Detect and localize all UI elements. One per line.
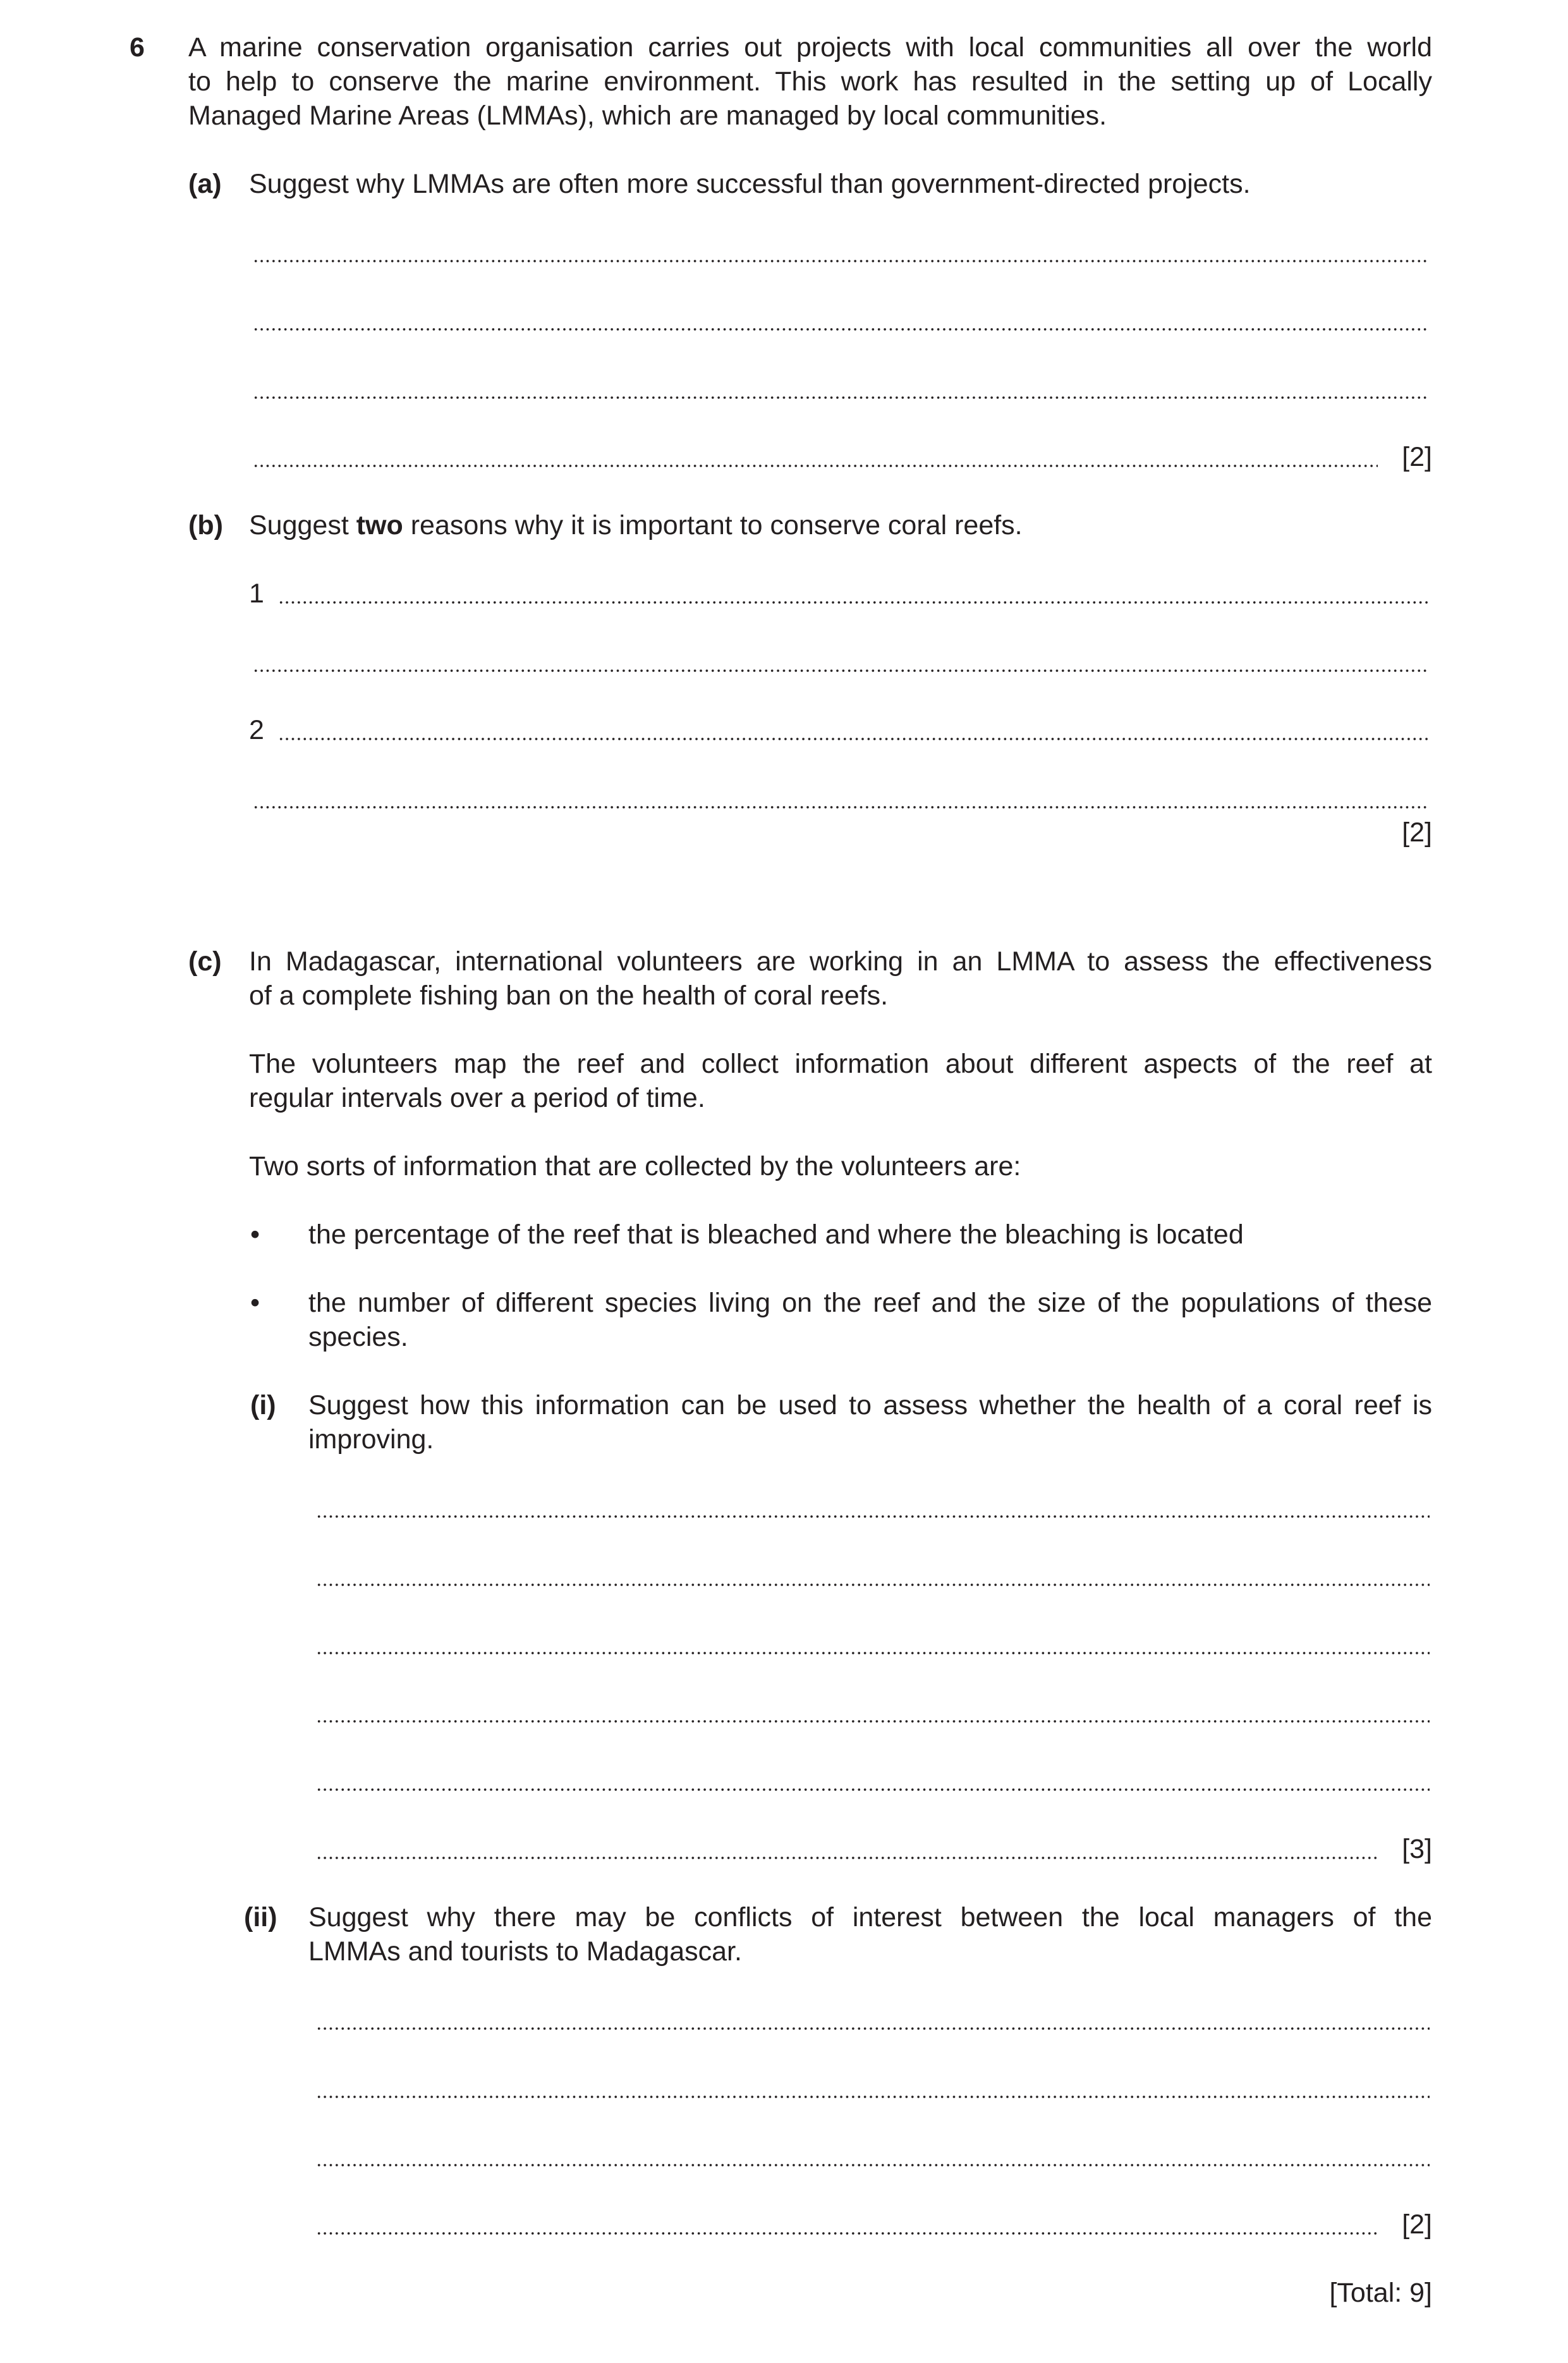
part-c-label: (c) xyxy=(188,946,222,977)
answer-line-ci-2[interactable] xyxy=(316,1583,1430,1587)
part-b-prompt: Suggest two reasons why it is important to conserve coral reefs. xyxy=(249,510,1023,540)
sub-ii-marks: [2] xyxy=(1402,2209,1432,2240)
answer-line-a-4[interactable] xyxy=(253,464,1378,468)
part-b-label: (b) xyxy=(188,510,223,540)
sub-i-line1: Suggest how this information can be used to assess whether the health of a coral reef is xyxy=(308,1390,1432,1420)
sub-ii-line1: Suggest why there may be conflicts of interest between the local managers of the xyxy=(308,1902,1432,1933)
answer-line-a-2[interactable] xyxy=(253,327,1430,331)
answer-line-ci-1[interactable] xyxy=(316,1515,1430,1518)
answer-line-ci-6[interactable] xyxy=(316,1856,1378,1860)
question-number: 6 xyxy=(130,32,145,63)
intro-line-1: A marine conservation organisation carries out projects with local communities all over the world xyxy=(188,32,1432,63)
sub-i-line2: improving. xyxy=(308,1424,434,1455)
answer-number-2: 2 xyxy=(249,715,264,745)
sub-ii-line2: LMMAs and tourists to Madagascar. xyxy=(308,1936,742,1967)
bullet-1-text: the percentage of the reef that is bleached and where the bleaching is located xyxy=(308,1219,1244,1250)
answer-line-b-2[interactable] xyxy=(253,669,1430,673)
bullet-1-symbol: • xyxy=(250,1219,260,1250)
part-a-marks: [2] xyxy=(1402,442,1432,472)
answer-line-b-4[interactable] xyxy=(253,805,1430,809)
sub-i-label: (i) xyxy=(250,1390,276,1420)
answer-line-a-1[interactable] xyxy=(253,259,1430,263)
total-marks: [Total: 9] xyxy=(1329,2278,1432,2308)
part-c-para1-line1: In Madagascar, international volunteers are working in an LMMA to assess the effectiveness xyxy=(249,946,1432,977)
answer-line-cii-1[interactable] xyxy=(316,2027,1430,2030)
part-b-marks: [2] xyxy=(1402,817,1432,848)
answer-number-1: 1 xyxy=(249,578,264,609)
answer-line-a-3[interactable] xyxy=(253,396,1430,400)
answer-line-cii-2[interactable] xyxy=(316,2095,1430,2099)
part-a-prompt: Suggest why LMMAs are often more successful than government-directed projects. xyxy=(249,169,1251,199)
part-c-para2-line2: regular intervals over a period of time. xyxy=(249,1083,705,1113)
part-a-label: (a) xyxy=(188,169,222,199)
sub-i-marks: [3] xyxy=(1402,1834,1432,1864)
bullet-2-line1: the number of different species living on the reef and the size of the populations of these xyxy=(308,1288,1432,1318)
sub-ii-label: (ii) xyxy=(244,1902,277,1933)
answer-line-ci-5[interactable] xyxy=(316,1788,1430,1792)
answer-line-ci-3[interactable] xyxy=(316,1651,1430,1655)
bullet-2-line2: species. xyxy=(308,1322,408,1352)
answer-line-b-1[interactable] xyxy=(278,601,1430,604)
bullet-2-symbol: • xyxy=(250,1288,260,1318)
answer-line-cii-4[interactable] xyxy=(316,2232,1378,2235)
part-c-para1-line2: of a complete fishing ban on the health of coral reefs. xyxy=(249,980,889,1011)
part-c-para2-line1: The volunteers map the reef and collect information about different aspects of the reef at xyxy=(249,1049,1432,1079)
part-c-para3: Two sorts of information that are collected by the volunteers are: xyxy=(249,1151,1021,1182)
intro-line-3: Managed Marine Areas (LMMAs), which are managed by local communities. xyxy=(188,101,1107,131)
answer-line-b-3[interactable] xyxy=(278,737,1430,741)
intro-line-2: to help to conserve the marine environment. This work has resulted in the setting up of Locally xyxy=(188,66,1432,97)
answer-line-ci-4[interactable] xyxy=(316,1719,1430,1723)
answer-line-cii-3[interactable] xyxy=(316,2163,1430,2167)
part-b-emphasis: two xyxy=(356,510,403,540)
